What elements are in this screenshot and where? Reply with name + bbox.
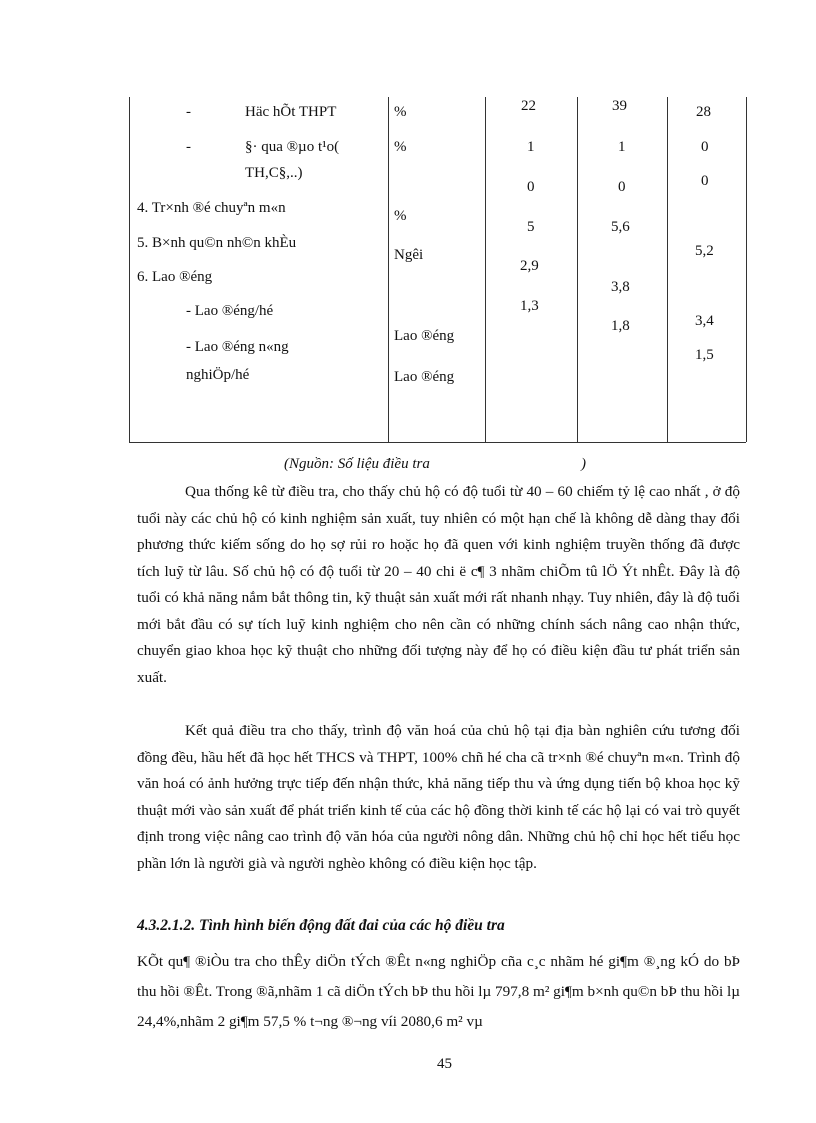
row-label: Häc hÕt THPT xyxy=(245,104,337,120)
body-paragraph xyxy=(137,479,740,691)
section-heading: 4.3.2.1.2. Tình hình biến động đất đai của các hộ điều tra xyxy=(137,917,505,934)
unit-cell: Lao ®éng xyxy=(394,369,455,385)
row-label: 6. Lao ®éng xyxy=(137,269,213,285)
table-divider xyxy=(485,97,486,442)
row-dash: - xyxy=(186,104,191,120)
value-cell: 0 xyxy=(527,179,535,195)
table-divider xyxy=(667,97,668,442)
page-number: 45 xyxy=(437,1056,452,1072)
table-border-right xyxy=(746,97,747,442)
unit-cell: % xyxy=(394,104,407,120)
table-border-left xyxy=(129,97,130,442)
value-cell: 39 xyxy=(612,98,627,114)
value-cell: 28 xyxy=(696,104,711,120)
body-paragraph xyxy=(137,718,740,877)
table-source-caption-close: ) xyxy=(581,456,586,472)
paragraph-text: Qua thống kê từ điều tra, cho thấy chủ hộ có độ tuổi từ 40 – 60 chiếm tỷ lệ cao nhất , ở độ tuổi này các chủ hộ có kinh nghiệm sản xuất, tuy nhiên có một hạn chế là không dễ dàng thay đổi phương thức kiếm sống do họ sợ rủi ro hoặc họ đã quen với kinh nghiệm truyền thống đã được tích luỹ từ lâu. Số chủ hộ có độ tuổi từ 20 – 40 chi ë c¶ 3 nhãm chiÕm tû lÖ Ýt nhÊt. Đây là độ tuổi có khả năng nắm bắt thông tin, kỹ thuật sản xuất mới rất nhanh nhạy. Tuy nhiên, đây là độ tuổi mới bắt đầu có sự tích luỹ kinh nghiệm cho nên cần có những chính sách nâng cao nhận thức, chuyển giao khoa học kỹ thuật cho những đối tượng này để họ có điều kiện đầu tư phát triển sản xuất. xyxy=(137,483,740,686)
table-source-caption: (Nguồn: Số liệu điều tra xyxy=(284,456,430,472)
value-cell: 5,6 xyxy=(611,219,630,235)
table-divider xyxy=(577,97,578,442)
value-cell: 0 xyxy=(618,179,626,195)
row-label: 4. Tr×nh ®é chuyªn m«n xyxy=(137,200,286,216)
value-cell: 3,8 xyxy=(611,279,630,295)
unit-cell: Lao ®éng xyxy=(394,328,455,344)
paragraph-text: Kết quả điều tra cho thấy, trình độ văn hoá của chủ hộ tại địa bàn nghiên cứu tương đối đồng đều, hầu hết đã học hết THCS và THPT, 100% chñ hé cha cã tr×nh ®é chuyªn m«n. Trình độ văn hoá có ảnh hưởng trực tiếp đến nhận thức, khả năng tiếp thu và ứng dụng tiến bộ khoa học kỹ thuật mới vào sản xuất để phát triển kinh tế của các hộ đồng thời kinh tế các hộ lại có vai trò quyết định trong việc nâng cao trình độ văn hóa của người nông dân. Những chủ hộ chỉ học hết tiểu học phần lớn là người già và người nghèo không có điều kiện học tập. xyxy=(137,722,740,872)
paragraph-text: KÕt qu¶ ®iÒu tra cho thÊy diÖn tÝch ®Êt n«ng nghiÖp cña c¸c nhãm hé gi¶m ®¸ng kÓ do bÞ thu hồi ®Êt. Trong ®ã,nhãm 1 cã diÖn tÝch bÞ thu hồi lµ 797,8 m² gi¶m b×nh qu©n bÞ thu hồi lµ 24,4%,nhãm 2 gi¶m 57,5 % t¬ng ®¬ng víi 2080,6 m² vµ xyxy=(137,953,740,1030)
unit-cell: Ngêi xyxy=(394,247,424,263)
value-cell: 1 xyxy=(527,139,535,155)
value-cell: 5,2 xyxy=(695,243,714,259)
table-divider xyxy=(388,97,389,442)
table-border-bottom xyxy=(129,442,746,443)
value-cell: 2,9 xyxy=(520,258,539,274)
row-label-cont: TH,C§,..) xyxy=(245,165,303,181)
row-dash: - xyxy=(186,139,191,155)
body-paragraph xyxy=(137,947,740,1037)
row-label: - Lao ®éng n«ng xyxy=(186,339,289,355)
row-label-cont: nghiÖp/hé xyxy=(186,367,250,383)
row-label: - Lao ®éng/hé xyxy=(186,303,274,319)
value-cell: 0 xyxy=(701,139,709,155)
row-label: §· qua ®µo t¹o( xyxy=(245,139,340,155)
unit-cell: % xyxy=(394,208,407,224)
row-label: 5. B×nh qu©n nh©n khÈu xyxy=(137,235,297,251)
value-cell: 3,4 xyxy=(695,313,714,329)
value-cell: 1,3 xyxy=(520,298,539,314)
value-cell: 0 xyxy=(701,173,709,189)
value-cell: 1 xyxy=(618,139,626,155)
value-cell: 22 xyxy=(521,98,536,114)
value-cell: 5 xyxy=(527,219,535,235)
value-cell: 1,5 xyxy=(695,347,714,363)
value-cell: 1,8 xyxy=(611,318,630,334)
unit-cell: % xyxy=(394,139,407,155)
